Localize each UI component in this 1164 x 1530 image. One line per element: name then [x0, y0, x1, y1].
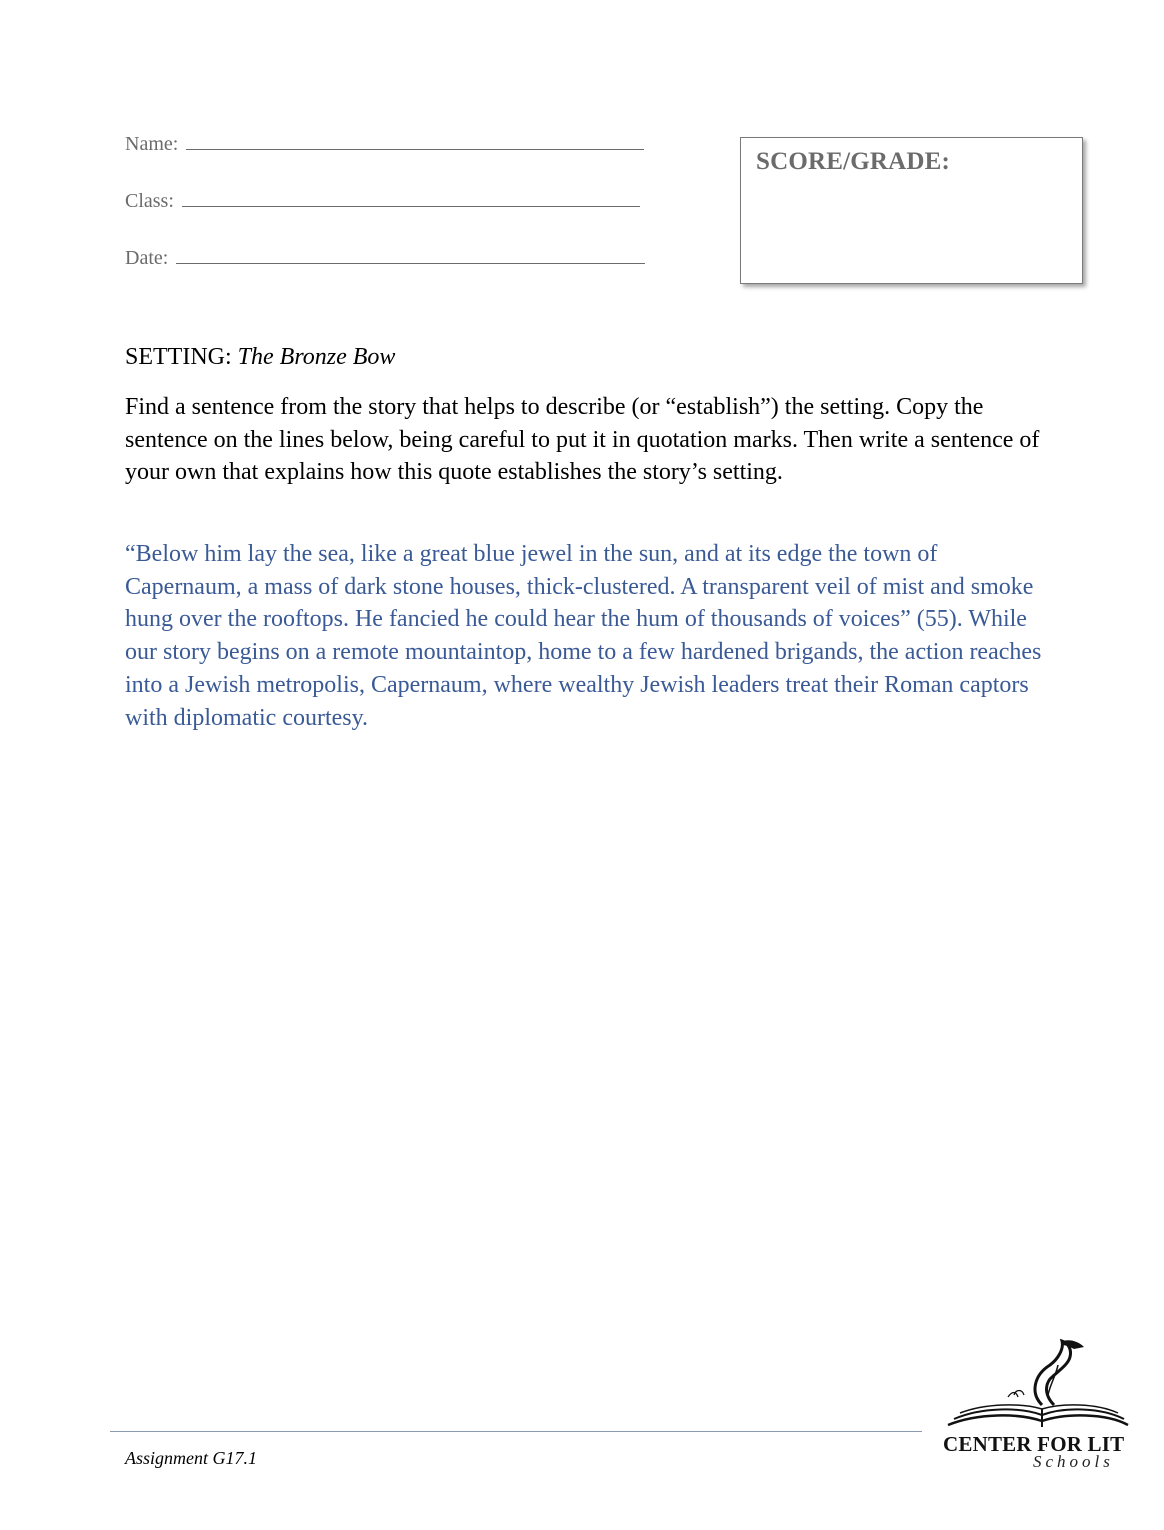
heading-prefix: SETTING:	[125, 344, 232, 370]
class-line	[182, 188, 640, 207]
class-label: Class:	[125, 190, 174, 212]
name-line	[186, 131, 644, 150]
logo-title: CENTER FOR LIT	[943, 1432, 1125, 1456]
name-field	[125, 131, 644, 156]
date-field	[125, 245, 645, 270]
score-grade-label: SCORE/GRADE:	[756, 148, 951, 175]
instructions-paragraph: Find a sentence from the story that helps to describe (or “establish”) the setting. Copy the sentence on the lines below, being careful to put it in quotation marks. Then write a sentence of your own that explains how this quote establishes the story’s setting.	[125, 394, 1040, 486]
logo-subtitle: Schools	[1033, 1452, 1114, 1471]
assignment-code: Assignment G17.1	[125, 1448, 257, 1468]
footer-divider	[110, 1431, 922, 1432]
score-grade-box	[740, 137, 1083, 284]
class-field	[125, 188, 640, 213]
pelican-book-icon	[938, 1335, 1138, 1435]
center-for-lit-logo	[938, 1335, 1138, 1475]
date-label: Date:	[125, 247, 169, 269]
date-line	[176, 245, 645, 264]
name-label: Name:	[125, 133, 179, 155]
student-answer: “Below him lay the sea, like a great blue jewel in the sun, and at its edge the town of Capernaum, a mass of dark stone houses, thick-clustered. A transparent veil of mist and smoke hung over the rooftops. He fancied he could hear the hum of thousands of voices” (55). While our story begins on a remote mountaintop, home to a few hardened brigands, the action reaches into a Jewish metropolis, Capernaum, where wealthy Jewish leaders treat their Roman captors with diplomatic courtesy.	[125, 541, 1042, 731]
book-title: The Bronze Bow	[237, 344, 396, 370]
assignment-heading	[125, 344, 395, 371]
